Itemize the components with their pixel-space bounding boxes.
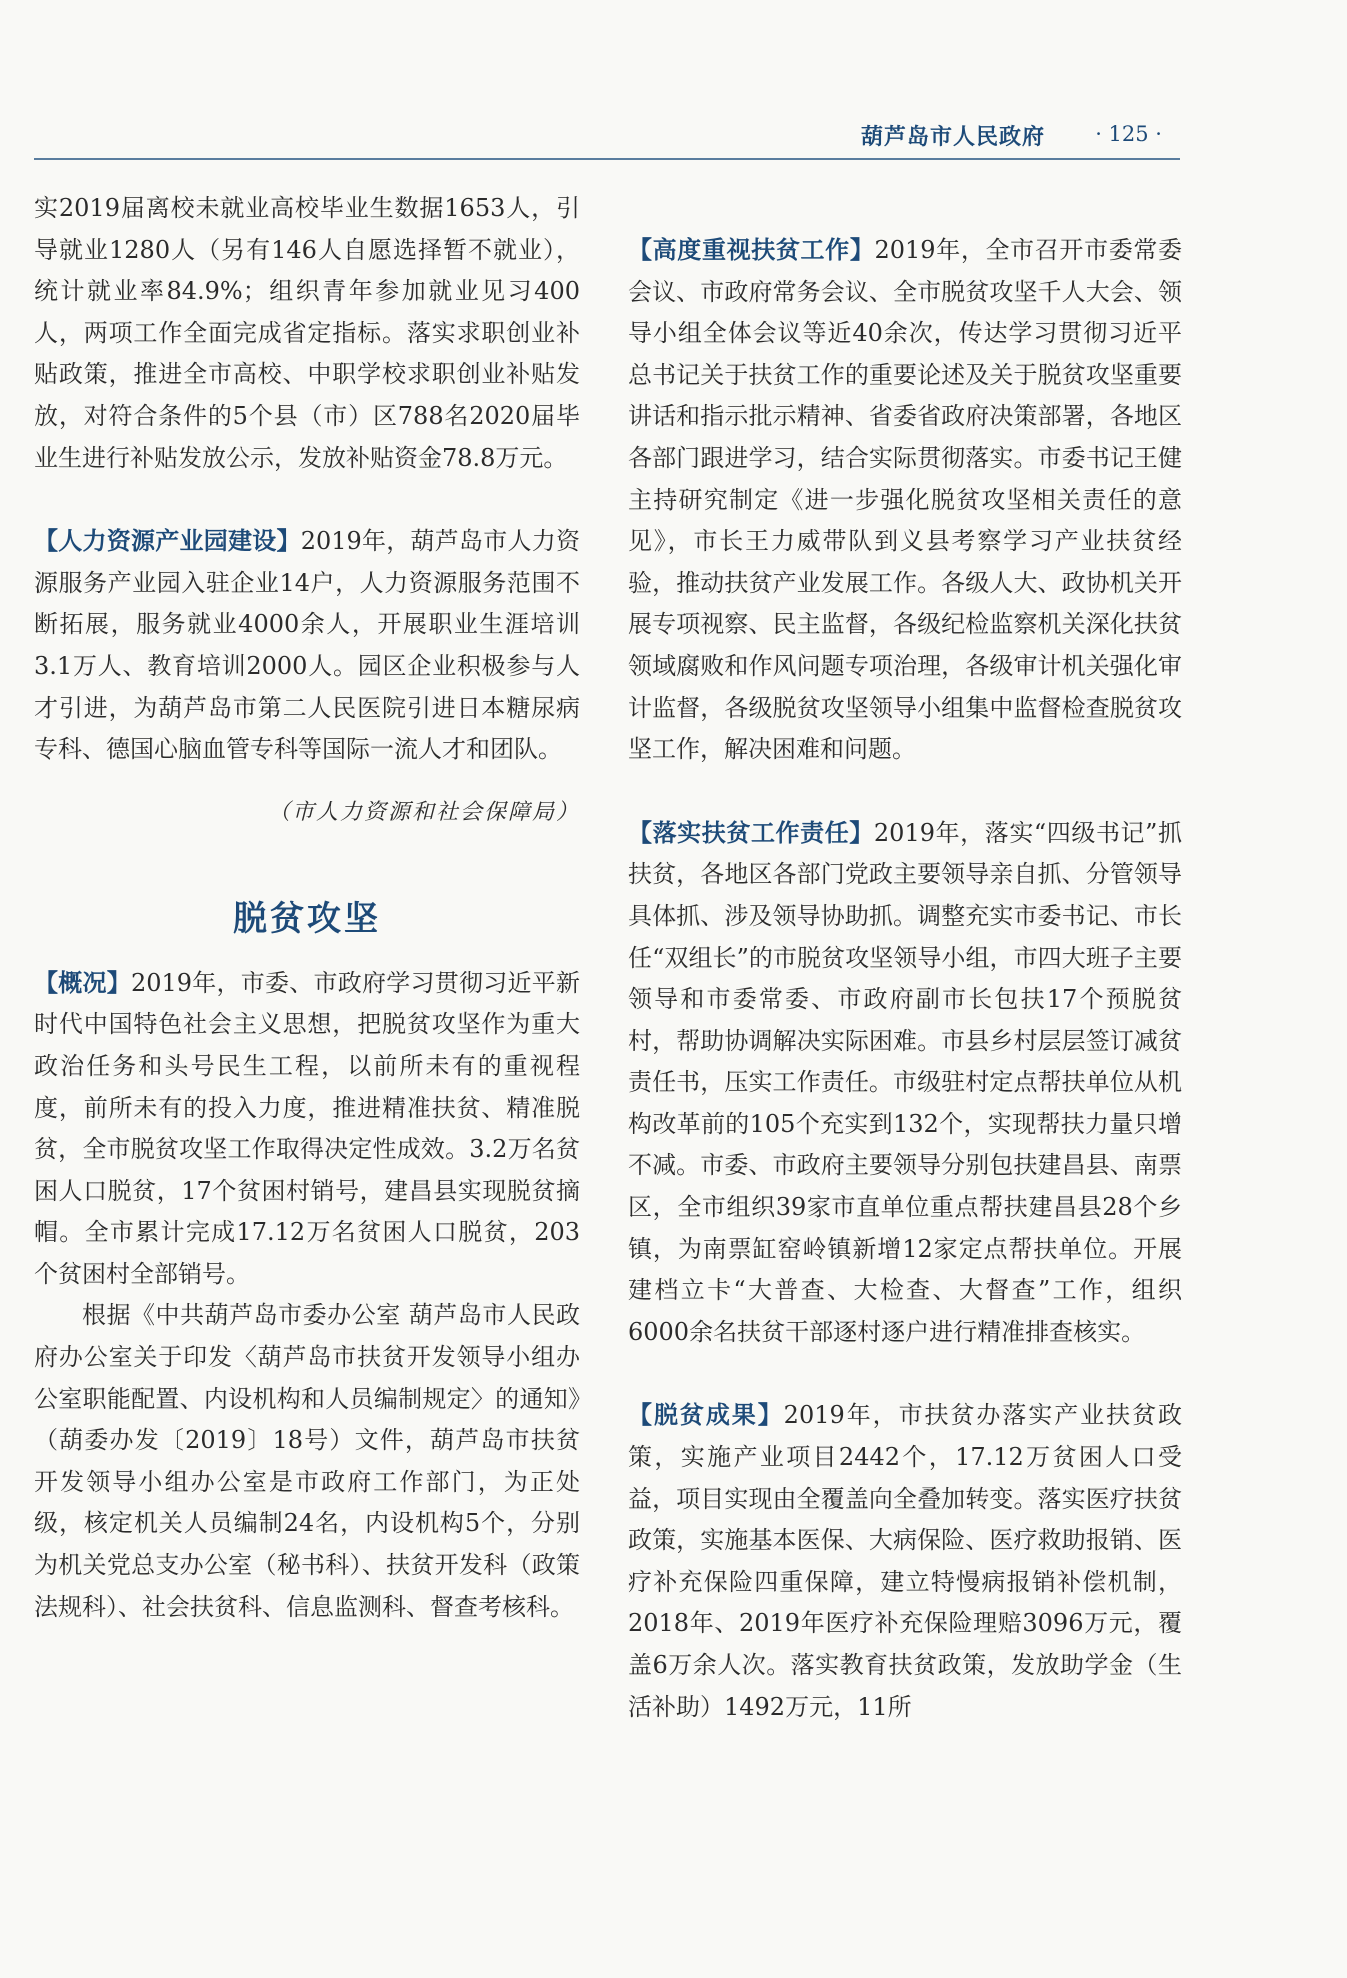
section-heading-responsibility: 【落实扶贫工作责任】 [628, 818, 874, 847]
section-heading-hr-park: 【人力资源产业园建设】 [34, 527, 301, 556]
paragraph-responsibility-text: 2019年，落实“四级书记”抓扶贫，各地区各部门党政主要领导亲自抓、分管领导具体抓、涉及领导协助抓。调整充实市委书记、市长任“双组长”的市脱贫攻坚领导小组，市四大班子主要领导和市委常委、市政府副市长包扶17个预脱贫村，帮助协调解决实际困难。市县乡村层层签订减贫责任书，压实工作责任。市级驻村定点帮扶单位从机构改革前的105个充实到132个，实现帮扶力量只增不减。市委、市政府主要领导分别包扶建昌县、南票区，全市组织39家市直单位重点帮扶建昌县28个乡镇，为南票缸窑岭镇新增12家定点帮扶单位。开展建档立卡“大普查、大检查、大督查”工作，组织6000余名扶贫干部逐村逐户进行精准排查核实。 [628, 818, 1183, 1346]
section-heading-attention: 【高度重视扶贫工作】 [628, 236, 875, 264]
page-number: · 125 · [1095, 122, 1162, 146]
paragraph-attention [628, 230, 1182, 771]
source-attribution: （市人力资源和社会保障局） [267, 799, 580, 825]
paragraph-results [628, 1395, 1182, 1728]
paragraph-responsibility [628, 813, 1182, 1354]
section-heading-overview: 【概况】 [34, 968, 131, 997]
paragraph-office-setup: 根据《中共葫芦岛市委办公室 葫芦岛市人民政府办公室关于印发〈葫芦岛市扶贫开发领导小组办公室职能配置、内设机构和人员编制规定〉的通知》（葫委办发〔2019〕18号）文件，葫芦岛市扶贫开发领导小组办公室是市政府工作部门，为正处级，核定机关人员编制24名，内设机构5个，分别为机关党总支办公室（秘书科）、扶贫开发科（政策法规科）、社会扶贫科、信息监测科、督查考核科。 [34, 1301, 580, 1621]
paragraph-hr-park [34, 521, 580, 771]
paragraph-results-text: 2019年，市扶贫办落实产业扶贫政策，实施产业项目2442个，17.12万贫困人口受益，项目实现由全覆盖向全叠加转变。落实医疗扶贫政策，实施基本医保、大病保险、医疗救助报销、医疗补充保险四重保障，建立特慢病报销补偿机制，2018年、2019年医疗补充保险理赔3096万元，覆盖6万余人次。落实教育扶贫政策，发放助学金（生活补助）1492万元，11所 [628, 1401, 1183, 1721]
running-header [34, 112, 1180, 160]
paragraph-attention-text: 2019年，全市召开市委常委会议、市政府常务会议、全市脱贫攻坚千人大会、领导小组全体会议等近40余次，传达学习贯彻习近平总书记关于扶贫工作的重要论述及关于脱贫攻坚重要讲话和指示批示精神、省委省政府决策部署，各地区各部门跟进学习，结合实际贯彻落实。市委书记王健主持研究制定《进一步强化脱贫攻坚相关责任的意见》，市长王力威带队到义县考察学习产业扶贫经验，推动扶贫产业发展工作。各级人大、政协机关开展专项视察、民主监督，各级纪检监察机关深化扶贫领域腐败和作风问题专项治理，各级审计机关强化审计监督，各级脱贫攻坚领导小组集中监督检查脱贫攻坚工作，解决困难和问题。 [628, 236, 1183, 764]
right-column [628, 188, 1182, 1728]
left-column [34, 188, 580, 1628]
header-title: 葫芦岛市人民政府 [860, 125, 1045, 150]
paragraph-employment: 实2019届离校未就业高校毕业生数据1653人，引导就业1280人（另有146人自愿选择暂不就业），统计就业率84.9%；组织青年参加就业见习400人，两项工作全面完成省定指标。落实求职创业补贴政策，推进全市高校、中职学校求职创业补贴发放，对符合条件的5个县（市）区788名2020届毕业生进行补贴发放公示，发放补贴资金78.8万元。 [34, 194, 580, 472]
paragraph-hr-park-text: 2019年，葫芦岛市人力资源服务产业园入驻企业14户，人力资源服务范围不断拓展，服务就业4000余人，开展职业生涯培训3.1万人、教育培训2000人。园区企业积极参与人才引进，为葫芦岛市第二人民医院引进日本糖尿病专科、德国心脑血管专科等国际一流人才和团队。 [34, 527, 581, 764]
section-title: 脱贫攻坚 [233, 898, 381, 939]
header-rule [34, 158, 1180, 160]
section-heading-results: 【脱贫成果】 [628, 1401, 784, 1430]
paragraph-overview [34, 963, 580, 1296]
paragraph-overview-text: 2019年，市委、市政府学习贯彻习近平新时代中国特色社会主义思想，把脱贫攻坚作为重大政治任务和头号民生工程，以前所未有的重视程度，前所未有的投入力度，推进精准扶贫、精准脱贫，全市脱贫攻坚工作取得决定性成效。3.2万名贫困人口脱贫，17个贫困村销号，建昌县实现脱贫摘帽。全市累计完成17.12万名贫困人口脱贫，203个贫困村全部销号。 [34, 968, 580, 1288]
